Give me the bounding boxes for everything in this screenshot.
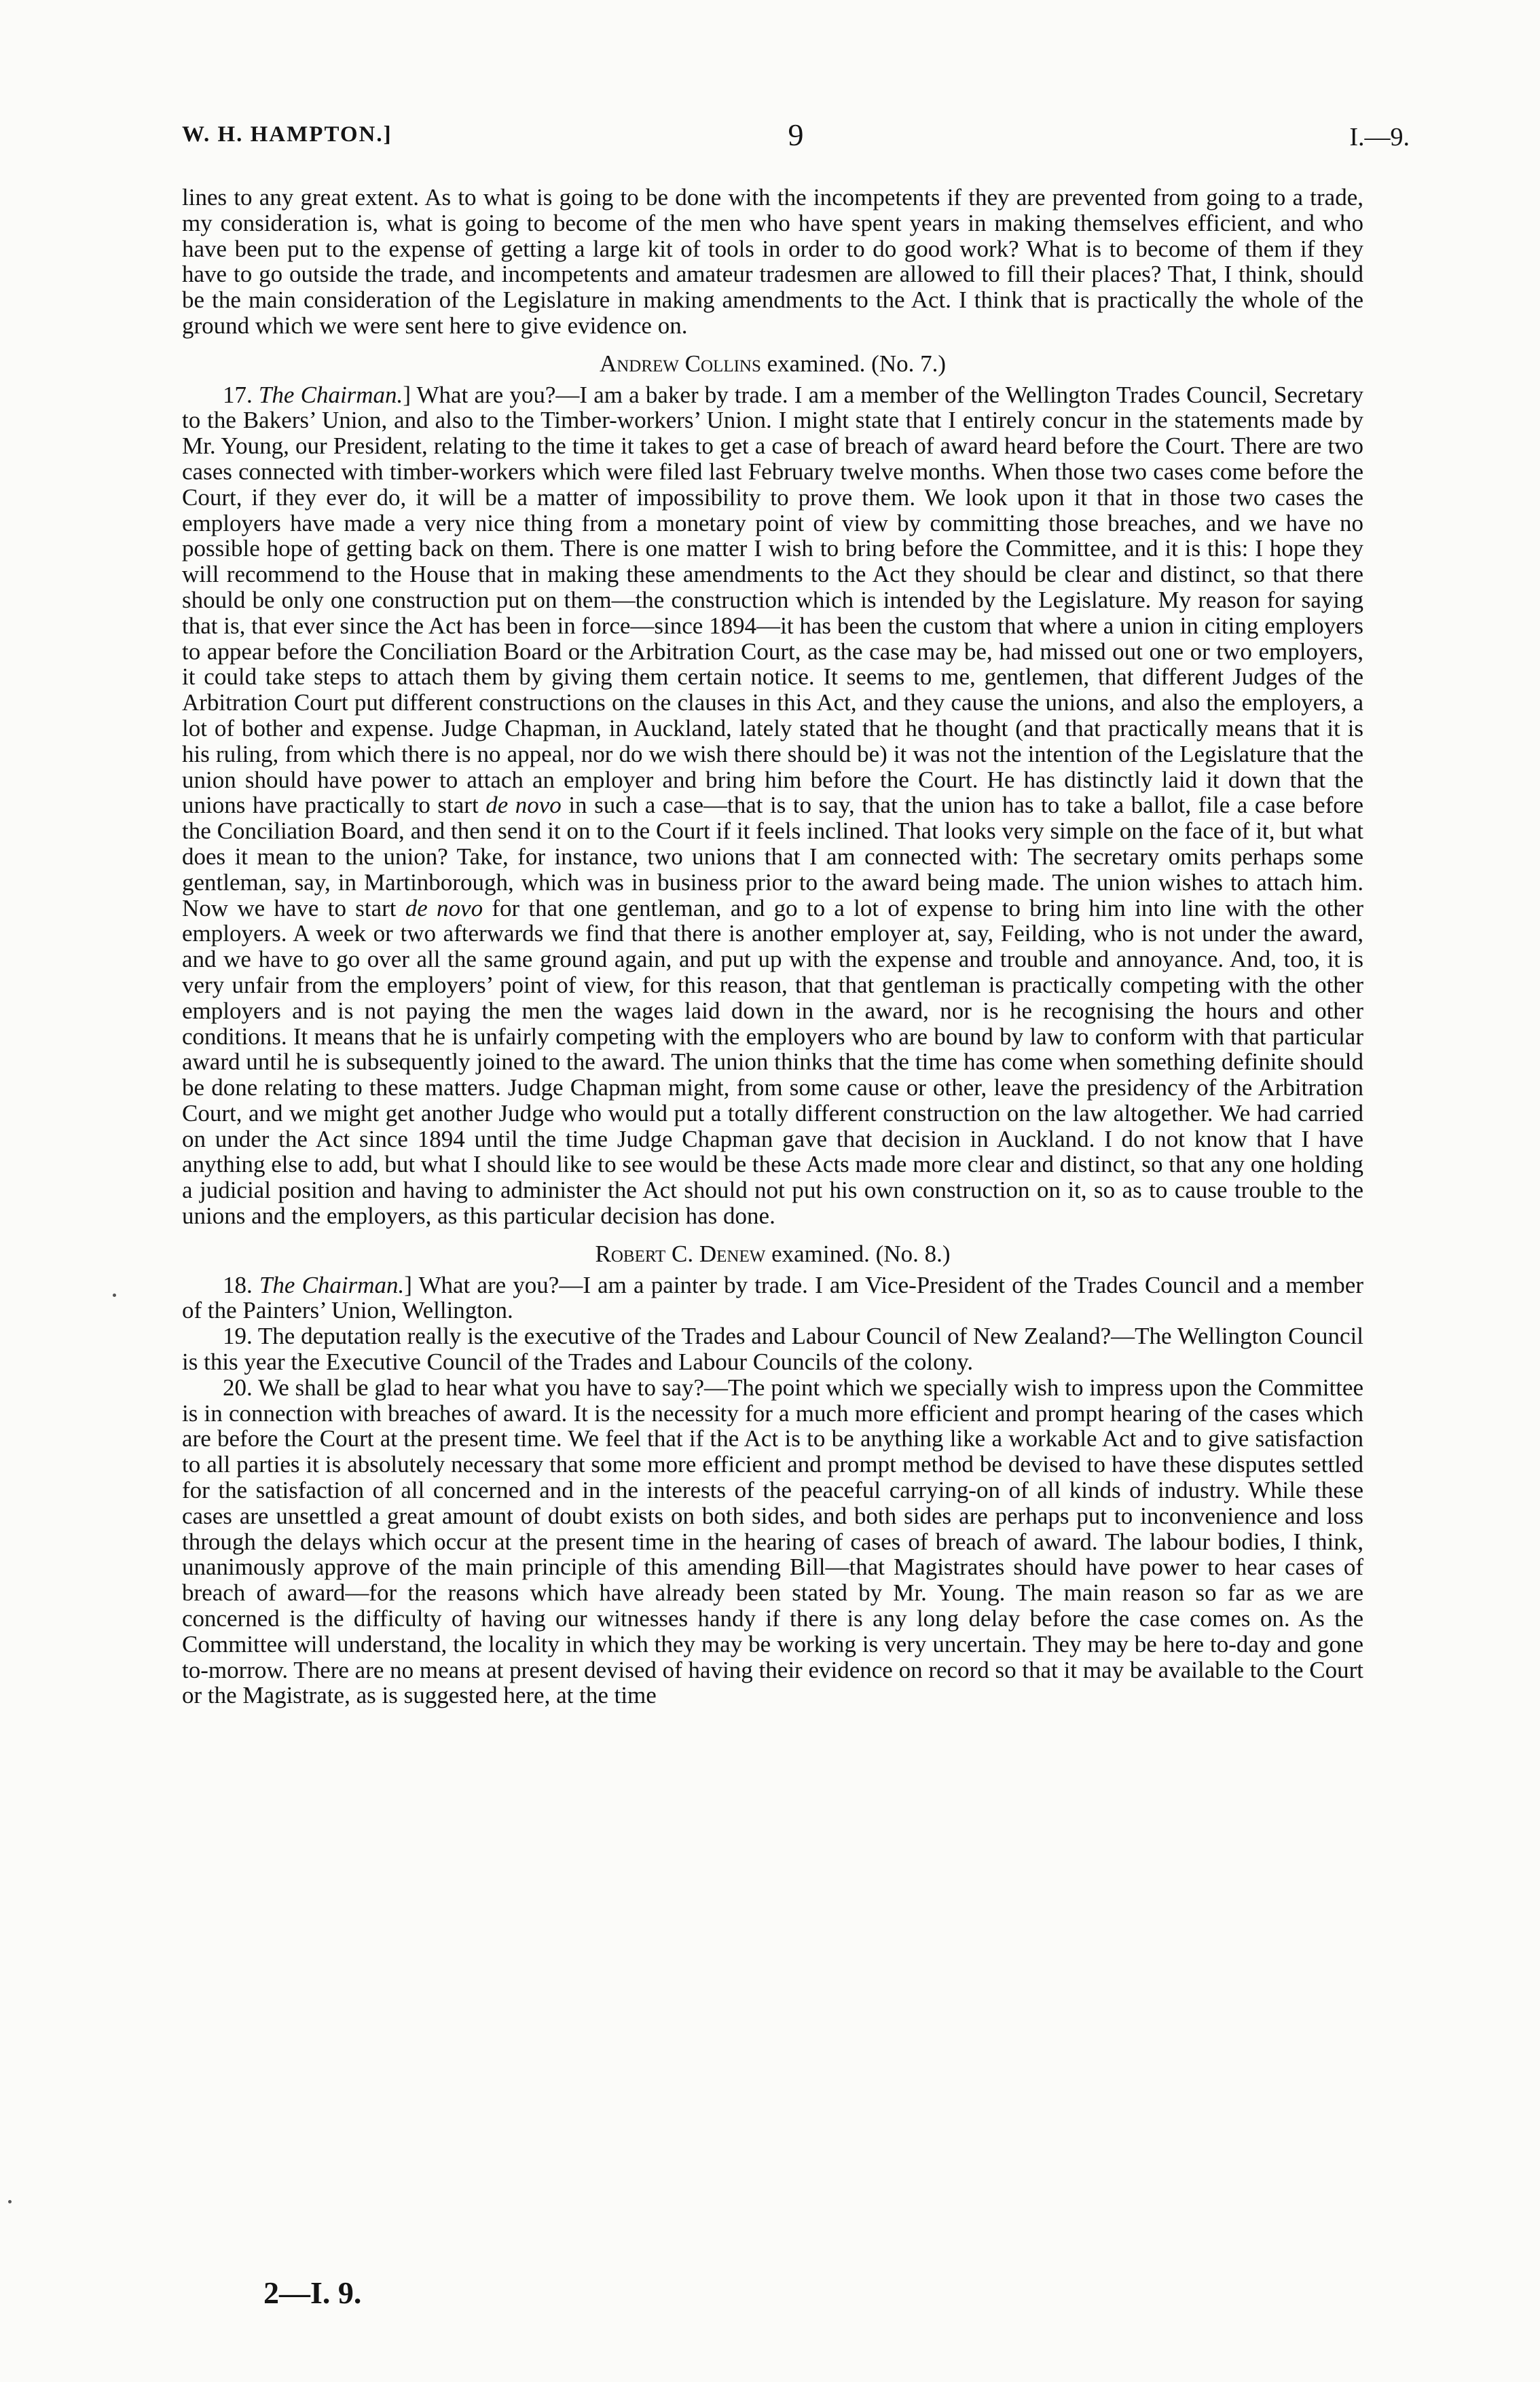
latin-phrase: de novo bbox=[405, 894, 483, 921]
body-text bbox=[182, 185, 1363, 1708]
print-speck bbox=[113, 1294, 116, 1297]
continuation-paragraph: lines to any great extent. As to what is going to be done with the incompetents if they are prevented from going to a trade, my consideration is, what is going to become of the men who have spent years in making themselves efficient, and who have been put to the expense of getting a large kit of tools in order to do good work? What is to become of them if they have to go outside the trade, and incompetents and amateur tradesmen are allowed to fill their places? That, I think, should be the main consideration of the Legislature in making amendments to the Act. I think that is practically the whole of the ground which we were sent here to give evidence on. bbox=[182, 184, 1363, 339]
witness-name: Andrew Collins bbox=[599, 350, 761, 377]
document-reference: I.—9. bbox=[1349, 123, 1410, 151]
witness-heading-denew bbox=[182, 1241, 1363, 1267]
page-header bbox=[182, 117, 1410, 164]
witness-heading-rest: examined. (No. 7.) bbox=[760, 350, 947, 377]
signature-mark: 2—I. 9. bbox=[263, 2275, 362, 2310]
witness-heading-rest: examined. (No. 8.) bbox=[765, 1240, 951, 1267]
question-speaker: The Chairman. bbox=[259, 1271, 405, 1298]
question-20: 20. We shall be glad to hear what you have to say?—The point which we specially wish to impress upon the Committee is in connection with breaches of award. It is the necessity for a much more efficient and prompt hearing of the cases which are before the Court at the present time. We feel that if the Act is to be anything like a workable Act and to give satisfaction to all parties it is absolutely necessary that some more efficient and prompt method be devised to have these disputes settled for the satisfaction of all concerned and in the interests of the peaceful carrying-on of all kinds of industry. While these cases are unsettled a great amount of doubt exists on both sides, and both sides are perhaps put to inconvenience and loss through the delays which occur at the present time in the hearing of cases of breach of award. The labour bodies, I think, unanimously approve of the main principle of this amending Bill—that Magistrates should have power to hear cases of breach of award—for the reasons which have already been stated by Mr. Young. The main reason so far as we are concerned is the difficulty of having our witnesses handy if there is any long delay before the case comes on. As the Committee will understand, the locality in which they may be working is very uncertain. They may be here to-day and gone to-morrow. There are no means at present devised of having their evidence on record so that it may be available to the Court or the Magistrate, as is suggested here, at the time bbox=[182, 1374, 1363, 1709]
question-19: 19. The deputation really is the executive of the Trades and Labour Council of New Zealand?—The Wellington Council is this year the Executive Council of the Trades and Labour Councils of the colony. bbox=[182, 1323, 1363, 1376]
answer-text: ] What are you?—I am a baker by trade. I am a member of the Wellington Trades Council, Secretary to the Bakers’ Union, and also to the Timber-workers’ Union. I might state that I entirely concur in the statements made by Mr. Young, our President, relating to the time it takes to get a case of breach of award heard before the Court. There are two cases connected with timber-workers which were filed last February twelve months. When those two cases come before the Court, if they ever do, it will be a matter of impossibility to prove them. We look upon it that in those two cases the employers have made a very nice thing from a monetary point of view by committing those breaches, and we have no possible hope of getting back on them. There is one matter I wish to bring before the Committee, and it is this: I hope they will recommend to the House that in making these amendments to the Act they should be clear and distinct, so that there should be only one construction put on them—the construction which is intended by the Legislature. My reason for saying that is, that ever since the Act has been in force—since 1894—it has been the custom that where a union in citing employers to appear before the Conciliation Board or the Arbitration Court, as the case may be, had missed out one or two employers, it could take steps to attach them by giving them certain notice. It seems to me, gentlemen, that different Judges of the Arbitration Court put different constructions on the clauses in this Act, and they cause the unions, and also the employers, a lot of bother and expense. Judge Chapman, in Auckland, lately stated that he thought (and that practically means that it is his ruling, from which there is no appeal, nor do we wish there should be) it was not the intention of the Legislature that the union should have power to attach an employer and bring him before the Court. He has distinctly laid it down that the unions have practically to start bbox=[182, 381, 1363, 819]
print-speck bbox=[8, 2200, 12, 2203]
witness-heading-collins bbox=[182, 351, 1363, 377]
question-18 bbox=[182, 1272, 1363, 1324]
page-number: 9 bbox=[788, 117, 804, 152]
witness-name: Robert C. Denew bbox=[595, 1240, 766, 1267]
latin-phrase: de novo bbox=[485, 792, 562, 819]
header-witness-name: W. H. HAMPTON.] bbox=[182, 122, 392, 147]
answer-text: in such a case—that is to say, that the union has to take a ballot, file a case before the Conciliation Board, and then send it on to the Court if it feels inclined. That looks very simple on the face of it, but what does it mean to the union? Take, for instance, two unions that I am connected with: The secretary omits perhaps some gentleman, say, in Martinborough, which was in business prior to the award being made. The union wishes to attach him. Now we have to start bbox=[182, 792, 1363, 921]
question-number: 18. bbox=[223, 1271, 253, 1298]
question-number: 17. bbox=[223, 381, 253, 408]
question-17 bbox=[182, 382, 1363, 1229]
question-speaker: The Chairman. bbox=[258, 381, 403, 408]
answer-text: ] What are you?—I am a painter by trade. I am Vice-President of the Trades Council and a member of the Painters’ Union, Wellington. bbox=[182, 1271, 1363, 1324]
answer-text: for that one gentleman, and go to a lot of expense to bring him into line with the other employers. A week or two afterwards we find that there is another employer at, say, Feilding, who is not under the award, and we have to go over all the same ground again, and put up with the expense and trouble and annoyance. And, too, it is very unfair from the employers’ point of view, for this reason, that that gentleman is practically competing with the other employers and is not paying the men the wages laid down in the award, nor is he recognising the hours and other conditions. It means that he is unfairly competing with the employers who are bound by law to conform with that particular award until he is subsequently joined to the award. The union thinks that the time has come when something definite should be done relating to these matters. Judge Chapman might, from some cause or other, leave the presidency of the Arbitration Court, and we might get another Judge who would put a totally different construction on the law altogether. We had carried on under the Act since 1894 until the time Judge Chapman gave that decision in Auckland. I do not know that I have anything else to add, but what I should like to see would be these Acts made more clear and distinct, so that any one holding a judicial position and having to administer the Act should not put his own construction on it, so as to cause trouble to the unions and the employers, as this particular decision has done. bbox=[182, 894, 1363, 1230]
